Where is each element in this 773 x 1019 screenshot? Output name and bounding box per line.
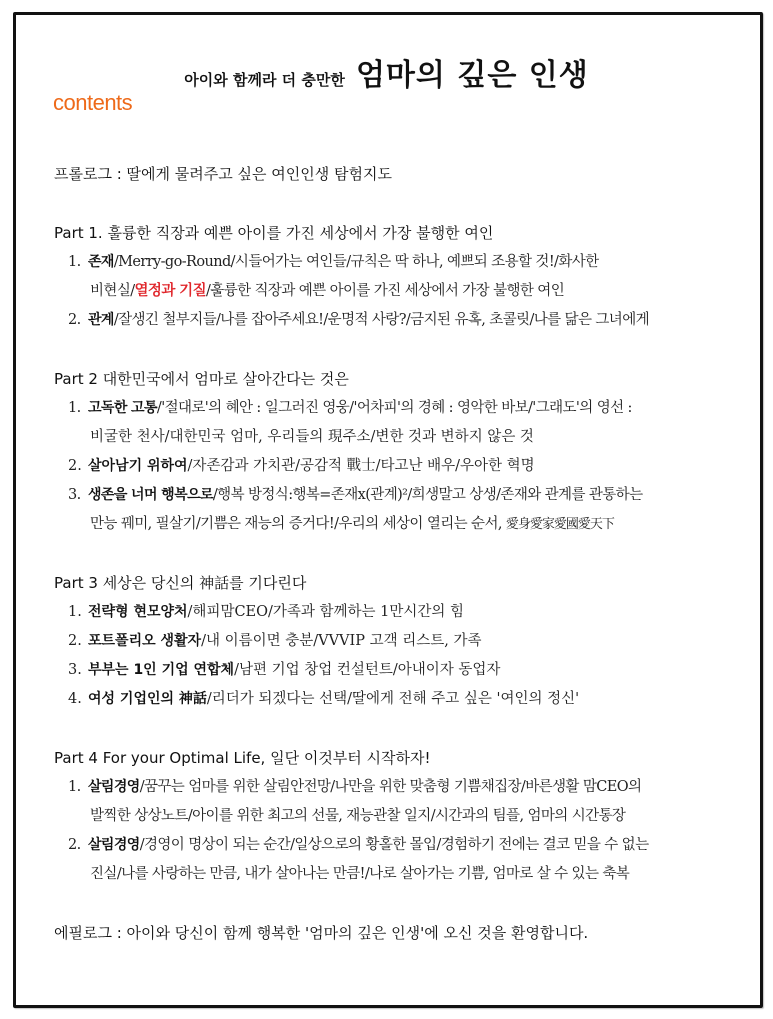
part-1-heading: Part 1. 훌륭한 직장과 예쁜 아이를 가진 세상에서 가장 불행한 여인 (54, 224, 494, 242)
item-keyword: 여성 기업인의 神話 (88, 691, 207, 707)
part-2-heading: Part 2 대한민국에서 엄마로 살아간다는 것은 (54, 370, 349, 388)
item-keyword: 고독한 고통 (88, 400, 157, 416)
contents-label: contents (53, 90, 133, 115)
prologue: 프롤로그 : 딸에게 물려주고 싶은 여인인생 탐험지도 (54, 165, 392, 183)
item-keyword: 살림경영 (88, 779, 140, 795)
toc-item: 3. 생존을 너머 행복으로/행복 방정식:행복=존재x(관계)²/희생말고 상생/존재와 관계를 관통하는 (68, 487, 643, 503)
item-keyword: 살아남기 위하여 (88, 458, 188, 474)
toc-item-continuation: 비굴한 천사/대한민국 엄마, 우리들의 現주소/변한 것과 변하지 않은 것 (90, 429, 534, 445)
toc-item-continuation: 진실/나를 사랑하는 만큼, 내가 살아나는 만큼!/나로 살아가는 기쁨, 엄마로 살 수 있는 축복 (90, 866, 630, 882)
toc-item: 2. 살아남기 위하여/자존감과 가치관/공감적 戰士/타고난 배우/우아한 혁명 (68, 458, 535, 474)
toc-item: 1. 살림경영/꿈꾸는 엄마를 위한 살림안전망/나만을 위한 맞춤형 기쁨채집장/바른생활 맘CEO의 (68, 779, 642, 795)
book-subtitle: 아이와 함께라 더 충만한 (184, 71, 345, 89)
highlighted-text: 열정과 기질 (134, 283, 206, 299)
hanja-text: 愛身愛家愛國愛天下 (505, 517, 614, 532)
toc-item: 2. 살림경영/경영이 명상이 되는 순간/일상으로의 황홀한 몰입/경험하기 전에는 결코 믿을 수 없는 (68, 837, 649, 853)
epilogue: 에필로그 : 아이와 당신이 함께 행복한 '엄마의 깊은 인생'에 오신 것을 환영합니다. (54, 924, 589, 942)
item-keyword: 포트폴리오 생활자 (88, 633, 202, 649)
item-keyword: 존재 (88, 254, 114, 270)
table-of-contents (54, 160, 734, 948)
toc-item-continuation: 발찍한 상상노트/아이를 위한 최고의 선물, 재능관찰 일지/시간과의 팀플, 엄마의 시간통장 (90, 808, 626, 824)
toc-item: 4. 여성 기업인의 神話/리더가 되겠다는 선택/딸에게 전해 주고 싶은 '여인의 정신' (68, 691, 580, 707)
toc-item: 3. 부부는 1인 기업 연합체/남편 기업 창업 컨설턴트/아내이자 동업자 (68, 662, 501, 678)
toc-item: 1. 고독한 고통/'절대로'의 혜안 : 일그러진 영웅/'어차피'의 경혜 : 영악한 바보/'그래도'의 영선 : (68, 400, 632, 416)
toc-item: 2. 포트폴리오 생활자/내 이름이면 충분/VVVIP 고객 리스트, 가족 (68, 633, 482, 649)
title-block (0, 50, 773, 94)
toc-item: 2. 관계/잘생긴 철부지들/나를 잡아주세요!/운명적 사랑?/금지된 유혹, 초콜릿/나를 닮은 그녀에게 (68, 312, 650, 328)
toc-item-continuation: 비현실/열정과 기질/훌륭한 직장과 예쁜 아이를 가진 세상에서 가장 불행한 여인 (90, 283, 565, 299)
item-keyword: 살림경영 (88, 837, 140, 853)
item-keyword: 부부는 1인 기업 연합체 (88, 662, 235, 678)
item-keyword: 전략형 현모양처 (88, 604, 188, 620)
item-keyword: 관계 (88, 312, 114, 328)
part-3-heading: Part 3 세상은 당신의 神話를 기다린다 (54, 574, 307, 592)
toc-item: 1. 전략형 현모양처/해피맘CEO/가족과 함께하는 1만시간의 힘 (68, 604, 465, 620)
part-4-heading: Part 4 For your Optimal Life, 일단 이것부터 시작하자! (54, 749, 431, 767)
toc-item: 1. 존재/Merry-go-Round/시들어가는 여인들/규칙은 딱 하나, 예쁘되 조용할 것!/화사한 (68, 254, 599, 270)
item-keyword: 생존을 너머 행복으로 (88, 487, 213, 503)
book-title: 엄마의 깊은 인생 (355, 58, 589, 93)
toc-item-continuation: 만능 꿰미, 필살기/기쁨은 재능의 증거다!/우리의 세상이 열리는 순서, 愛身愛家愛國愛天下 (90, 516, 614, 532)
